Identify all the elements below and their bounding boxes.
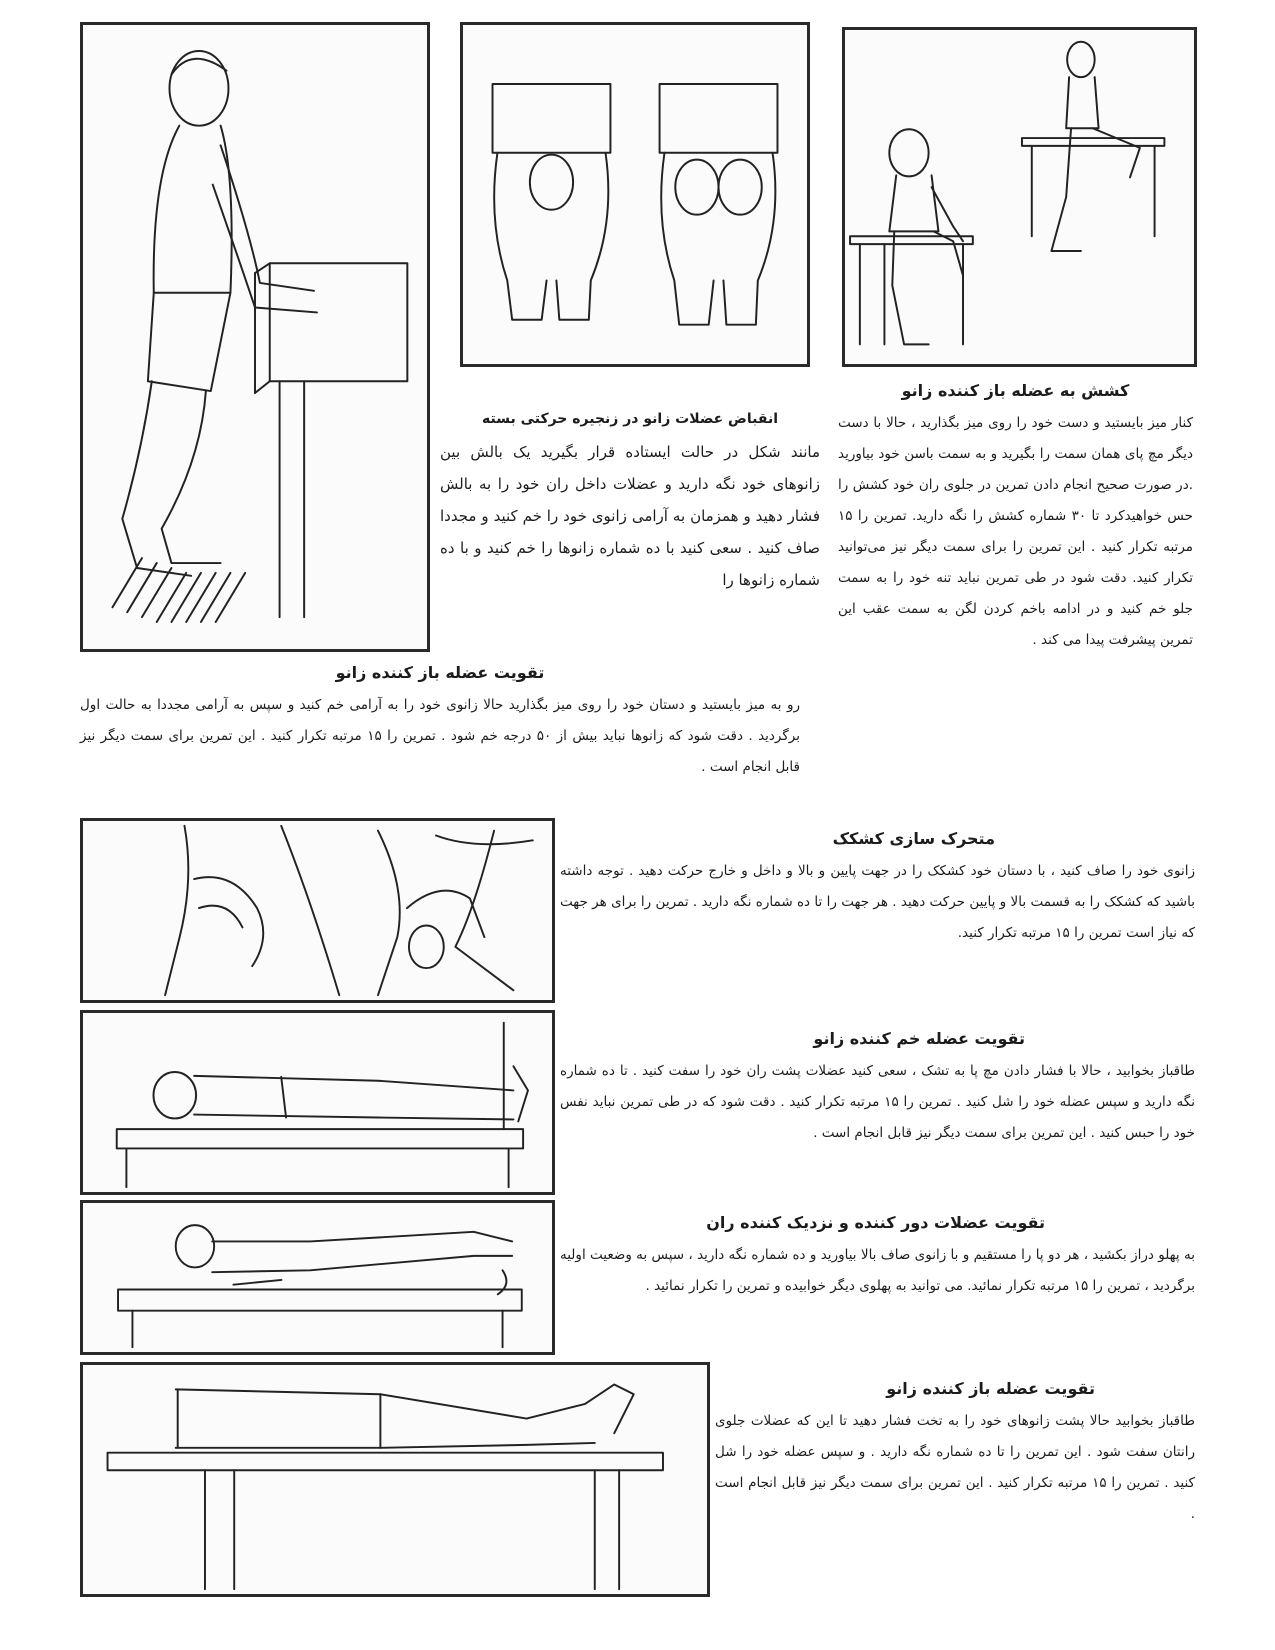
section-patella <box>560 828 1195 949</box>
section-hamstring <box>560 1028 1195 1149</box>
section-body: به پهلو دراز بکشید ، هر دو پا را مستقیم و با زانوی صاف بالا بیاورید و ده شماره نگه دارید ، سپس به وضعیت اولیه برگردید ، تمرین را ۱۵ مرتبه تکرار نمائید. می توانید به پهلوی دیگر خوابیده و تمرین را تکرار نمائید . <box>560 1247 1195 1295</box>
section-title: تقویت عضله باز کننده زانو <box>335 663 545 682</box>
section-title: تقویت عضله خم کننده زانو <box>813 1029 1025 1048</box>
illustration-supine-hamstring <box>80 1010 555 1195</box>
section-title: تقویت عضلات دور کننده و نزدیک کننده ران <box>706 1213 1045 1232</box>
illustration-legs-pillow <box>460 22 810 367</box>
section-body: زانوی خود را صاف کنید ، با دستان خود کشکک را در جهت پایین و بالا و داخل و خارج حرکت دهید . توجه داشته باشید که کشکک را به قسمت بالا و پایین حرکت دهید . هر جهت را تا ده شماره نگه دارید . تمرین را برای هر جهت که نیاز است تمرین را ۱۵ مرتبه تکرار کنید. <box>560 863 1195 942</box>
figure-standing-knee-bend <box>83 25 427 649</box>
section-body: طاقباز بخوابید حالا پشت زانوهای خود را به تخت فشار دهید تا این که عضلات جلوی رانتان سفت شود . این تمرین را تا ده شماره نگه دارید . و سپس عضله خود را شل کنید . تمرین را ۱۵ مرتبه تکرار کنید . این تمرین برای سمت دیگر نیز قابل انجام است . <box>715 1413 1195 1523</box>
illustration-supine-quad-set <box>80 1362 710 1597</box>
figure-supine-hamstring <box>83 1013 552 1192</box>
illustration-quad-stretch <box>842 27 1197 367</box>
section-closed-chain <box>440 410 820 596</box>
section-body: طاقباز بخوابید ، حالا با فشار دادن مچ پا به تشک ، سعی کنید عضلات پشت ران خود را سفت کنید . تا ده شماره نگه دارید و سپس عضله خود را شل کنید . تمرین را ۱۵ مرتبه تکرار کنید . دقت شود که در طی تمرین نباید نفس خود را حبس کنید . این تمرین برای سمت دیگر نیز قابل انجام است . <box>560 1063 1196 1142</box>
section-body: رو به میز بایستید و دستان خود را روی میز بگذارید حالا زانوی خود را به آرامی خم کنید و سپس به آرامی مجددا به حالت اول برگردید . دقت شود که زانوها نباید بیش از ۵۰ درجه خم شود . تمرین را ۱۵ مرتبه تکرار کنید . این تمرین برای سمت دیگر نیز قابل انجام است . <box>80 697 801 776</box>
section-quad-strength-standing <box>80 662 800 783</box>
figure-legs-pillow <box>463 25 807 364</box>
section-title: متحرک سازی کشکک <box>832 829 995 848</box>
figure-supine-quad-set <box>83 1365 707 1594</box>
section-body: مانند شکل در حالت ایستاده قرار بگیرید یک بالش بین زانوهای خود نگه دارید و عضلات داخل ران خود را به بالش فشار دهید و همزمان به آرامی زانوی خود را خم کنید و مجددا صاف کنید . سعی کنید با ده شماره زانوها را خم کنید و با ده شماره زانوها را <box>440 442 820 589</box>
figure-quad-stretch <box>845 30 1194 364</box>
section-title: کشش به عضله باز کننده زانو <box>901 381 1130 400</box>
illustration-side-lying <box>80 1200 555 1355</box>
section-body: کنار میز بایستید و دست خود را روی میز بگذارید ، حالا با دست دیگر مچ پای همان سمت را بگیرید و به سمت باسن خود بیاورید .در صورت صحیح انجام دادن تمرین در جلوی ران خود کشش را حس خواهیدکرد تا ۳۰ شماره کشش را نگه دارید. تمرین را ۱۵ مرتبه تکرار کنید . این تمرین را برای سمت دیگر نیز می‌توانید تکرار کنید. دقت شود در طی تمرین نباید تنه خود را به سمت جلو خم کنید و در ادامه باخم کردن لگن به سمت عقب این تمرین پیشرفت پیدا می کند . <box>838 415 1193 649</box>
illustration-standing-table <box>80 22 430 652</box>
section-quad-set <box>715 1378 1195 1530</box>
figure-side-lying <box>83 1203 552 1352</box>
section-title: انقباض عضلات زانو در زنجیره حرکتی بسته <box>482 411 778 427</box>
figure-patella-hands <box>83 821 552 1000</box>
section-hip-ab-ad <box>560 1212 1195 1302</box>
illustration-patella <box>80 818 555 1003</box>
section-title: تقویت عضله باز کننده زانو <box>886 1379 1095 1398</box>
section-quad-stretch <box>838 380 1193 656</box>
